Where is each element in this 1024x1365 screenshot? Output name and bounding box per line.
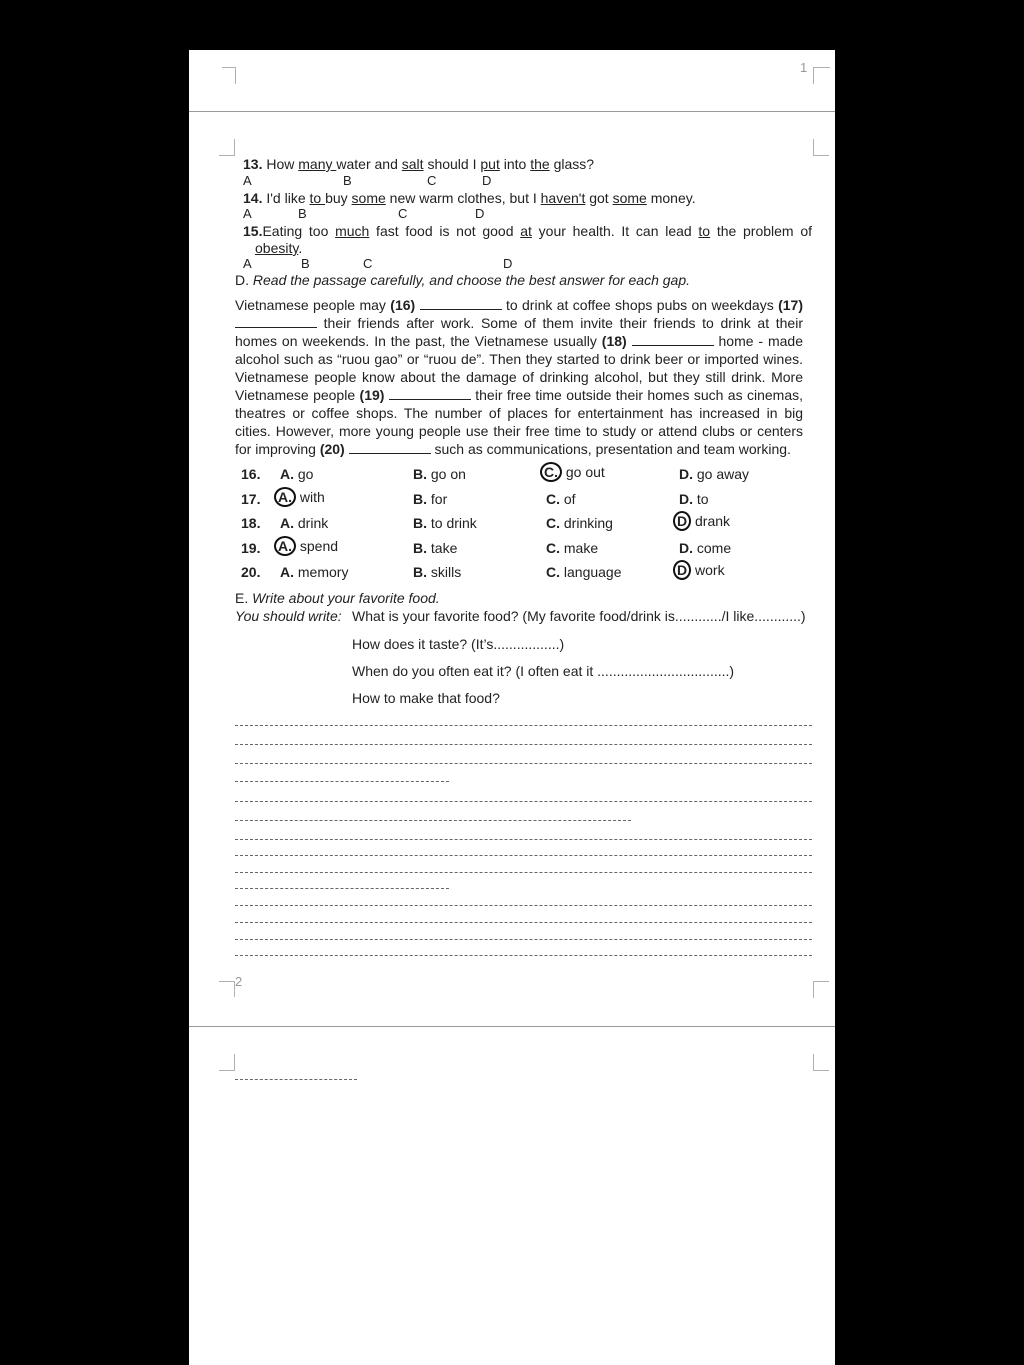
letter-label: A — [243, 173, 252, 188]
circled-answer: C. — [540, 462, 562, 482]
q13-option-d: the — [530, 156, 550, 172]
letter-label: D — [503, 256, 513, 271]
letter-label: C — [398, 206, 408, 221]
gap-blank — [389, 387, 471, 400]
q14-option-b: some — [351, 190, 386, 206]
letter-label: A — [243, 256, 252, 271]
option-text: memory — [294, 564, 349, 580]
gap-blank — [235, 315, 317, 328]
question-13 — [243, 156, 594, 173]
option-a[interactable] — [274, 536, 338, 556]
writing-prompt: When do you often eat it? (I often eat it ..................................) — [352, 663, 735, 679]
passage-text: their friends after work. Some of them invite their friends to drink at their homes on weekends. In the past, the Vietnamese usually — [235, 315, 803, 349]
option-letter: B. — [413, 539, 427, 556]
reading-passage — [235, 296, 803, 458]
letter-label: B — [301, 256, 310, 271]
q13-option-b: salt — [401, 156, 424, 172]
passage-text: home - made alcohol such as “ruou gao” or “ruou de”. Then they started to drink beer or imported wines. Vietnamese people know about the damage of drinking alcohol, but they still drink. More Vietnamese people — [235, 333, 803, 403]
section-heading-text: Read the passage carefully, and choose the best answer for each gap. — [252, 272, 691, 288]
q13-part: into — [499, 156, 531, 172]
crop-mark — [219, 981, 234, 982]
crop-mark — [222, 67, 236, 84]
writing-line[interactable] — [235, 888, 449, 889]
circled-answer: A. — [274, 536, 296, 556]
crop-mark — [813, 1054, 829, 1071]
writing-line[interactable] — [235, 872, 812, 873]
gap-blank — [349, 441, 431, 454]
option-row-number: 17. — [241, 490, 261, 507]
letter-label: C — [363, 256, 373, 271]
option-letter: A. — [280, 564, 294, 580]
section-label: E. — [235, 590, 249, 606]
q15-option-d: obesity — [255, 240, 299, 256]
option-letter: B. — [413, 490, 427, 507]
page-break-line — [189, 111, 835, 112]
q13-part: should I — [423, 156, 481, 172]
option-b[interactable] — [413, 564, 461, 580]
gap-number: (16) — [390, 297, 416, 313]
option-row-number: 18. — [241, 515, 261, 531]
q13-part: water and — [336, 156, 402, 172]
q14-option-c: haven't — [540, 190, 586, 206]
q14-part: got — [585, 190, 613, 206]
gap-number: (20) — [319, 441, 345, 457]
writing-line[interactable] — [235, 855, 812, 856]
q15-part: . — [298, 240, 303, 256]
option-row-number: 20. — [241, 564, 261, 580]
question-14 — [243, 190, 696, 207]
option-letter: A. — [280, 515, 294, 531]
option-text: come — [693, 539, 732, 556]
option-row-number: 16. — [241, 466, 261, 482]
question-number: 13. — [243, 156, 263, 172]
writing-line[interactable] — [235, 839, 812, 840]
crop-mark — [219, 1054, 235, 1071]
gap-blank — [420, 297, 502, 310]
option-row-number: 19. — [241, 539, 261, 556]
writing-line[interactable] — [235, 820, 631, 821]
question-15 — [243, 223, 812, 240]
option-c[interactable] — [546, 540, 598, 556]
q14-option-d: some — [612, 190, 647, 206]
q13-part: glass? — [549, 156, 595, 172]
option-text: with — [296, 488, 325, 505]
option-a[interactable] — [280, 564, 348, 580]
writing-line[interactable] — [235, 922, 812, 923]
option-text: take — [427, 539, 458, 556]
option-d[interactable] — [679, 491, 709, 507]
q14-part: buy — [325, 190, 352, 206]
option-text: skills — [427, 564, 462, 580]
option-c[interactable] — [540, 462, 605, 482]
section-label: D. — [235, 272, 249, 288]
writing-prompt: What is your favorite food? (My favorite food/drink is............/I like............) — [352, 608, 806, 624]
option-letter: C. — [546, 515, 560, 531]
option-letter: D. — [679, 466, 693, 482]
crop-mark — [813, 139, 829, 156]
q14-part: new warm clothes, but I — [385, 190, 541, 206]
q14-part: money. — [646, 190, 696, 206]
q15-part: the problem of — [710, 223, 812, 239]
option-text: drink — [294, 515, 329, 531]
letter-label: D — [482, 173, 492, 188]
should-write-label: You should write: — [235, 608, 342, 624]
option-text: language — [560, 564, 622, 580]
writing-line[interactable] — [235, 801, 812, 802]
option-letter: B. — [413, 466, 427, 482]
option-letter: C. — [546, 564, 560, 580]
option-text: work — [691, 562, 725, 578]
option-letter: D. — [679, 490, 693, 507]
option-a[interactable] — [274, 487, 325, 507]
section-d-heading — [235, 272, 690, 288]
writing-line[interactable] — [235, 905, 812, 906]
question-number: 14. — [243, 190, 263, 206]
option-text: drinking — [560, 515, 613, 531]
page-number-bottom: 2 — [235, 974, 243, 989]
option-text: of — [560, 490, 576, 507]
option-letter: C. — [546, 490, 560, 507]
q13-option-a: many — [298, 156, 337, 172]
question-number: 15. — [243, 223, 263, 239]
q15-part: fast food is not good — [369, 223, 521, 239]
option-a[interactable] — [280, 515, 328, 531]
crop-mark — [219, 139, 235, 156]
q14-part: I'd like — [266, 190, 310, 206]
option-letter: C. — [546, 539, 560, 556]
option-text: make — [560, 539, 599, 556]
letter-label: C — [427, 173, 437, 188]
letter-label: D — [475, 206, 485, 221]
writing-line[interactable] — [235, 939, 812, 940]
option-b[interactable] — [413, 540, 457, 556]
writing-line[interactable] — [235, 744, 812, 745]
option-text: for — [427, 490, 448, 507]
option-d[interactable] — [679, 540, 731, 556]
letter-label: B — [298, 206, 307, 221]
passage-text: such as communications, presentation and team working. — [430, 441, 791, 457]
writing-prompt: How does it taste? (It’s.................) — [352, 636, 565, 652]
q13-option-c: put — [480, 156, 500, 172]
q15-option-a: much — [335, 223, 370, 239]
page-number-top: 1 — [800, 60, 808, 75]
option-d[interactable] — [673, 511, 730, 531]
letter-label: A — [243, 206, 252, 221]
passage-text: Vietnamese people may — [235, 297, 391, 313]
q15-part: your health. It can lead — [531, 223, 699, 239]
gap-number: (17) — [778, 297, 804, 313]
option-d[interactable] — [673, 560, 725, 580]
option-d[interactable] — [679, 466, 749, 482]
writing-line[interactable] — [235, 1079, 357, 1080]
option-text: spend — [296, 537, 339, 554]
option-a[interactable] — [280, 466, 313, 482]
q15-part: Eating too — [262, 223, 336, 239]
option-b[interactable] — [413, 515, 477, 531]
option-letter: D. — [679, 539, 693, 556]
option-letter: B. — [413, 564, 427, 580]
q15-option-b: at — [520, 223, 532, 239]
writing-line[interactable] — [235, 763, 812, 764]
option-b[interactable] — [413, 491, 447, 507]
option-c[interactable] — [546, 564, 622, 580]
passage-text: to drink at coffee shops pubs on weekdays — [501, 297, 779, 313]
gap-number: (18) — [601, 333, 627, 349]
writing-line[interactable] — [235, 781, 449, 782]
q14-option-a: to — [309, 190, 326, 206]
q15-option-c: to — [698, 223, 711, 239]
option-text: go on — [427, 466, 466, 482]
circled-answer: D — [673, 511, 691, 531]
option-text: go away — [693, 466, 750, 482]
option-c[interactable] — [546, 515, 613, 531]
writing-line[interactable] — [235, 725, 812, 726]
page-break-line — [189, 1026, 835, 1027]
crop-mark — [813, 981, 829, 998]
section-e-heading — [235, 590, 440, 606]
passage-text: their free time outside their homes such as cinemas, theatres or coffee shops. The number of places for entertainment has increased in big cities. However, more young people use their free time to study or attend clubs or centers for improving — [235, 387, 804, 457]
question-15-line2 — [255, 240, 302, 257]
crop-mark — [813, 67, 830, 84]
gap-number: (19) — [359, 387, 385, 403]
option-text: go out — [562, 464, 605, 480]
section-heading-text: Write about your favorite food. — [252, 590, 440, 606]
circled-answer: D — [673, 560, 691, 580]
circled-answer: A. — [274, 487, 296, 507]
option-b[interactable] — [413, 466, 466, 482]
writing-prompt: How to make that food? — [352, 690, 500, 706]
q13-part: How — [266, 156, 299, 172]
option-letter: B. — [413, 515, 427, 531]
option-c[interactable] — [546, 491, 576, 507]
document-page — [189, 50, 835, 1365]
option-text: to — [693, 490, 709, 507]
writing-line[interactable] — [235, 955, 812, 956]
option-text: drank — [691, 513, 731, 529]
gap-blank — [632, 333, 714, 346]
option-text: to drink — [427, 515, 477, 531]
letter-label: B — [343, 173, 352, 188]
option-letter: A. — [280, 466, 294, 482]
option-text: go — [294, 466, 314, 482]
